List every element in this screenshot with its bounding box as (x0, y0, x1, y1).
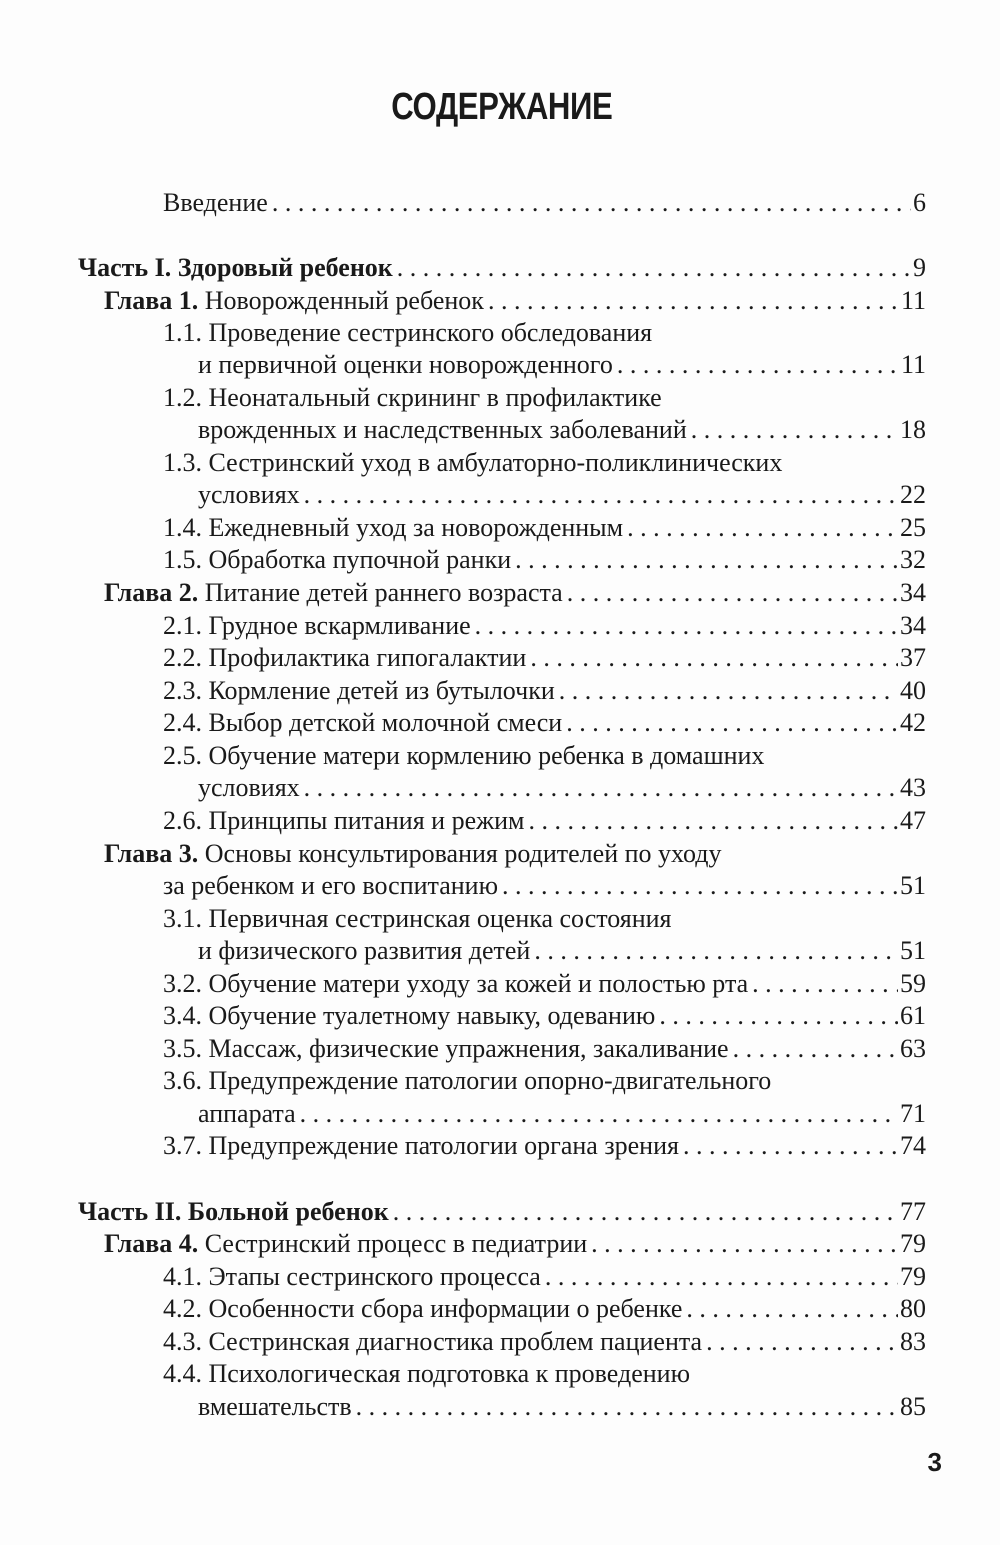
toc-entry-introduction (163, 186, 926, 220)
toc-entry-text: за ребенком и его воспитанию (163, 871, 499, 900)
toc-entry-text: Новорожденный ребенок (198, 286, 484, 315)
toc-page: 22 (900, 480, 926, 509)
toc-page: 40 (900, 676, 926, 705)
toc-entry-4-3 (163, 1325, 926, 1359)
toc-page: 37 (900, 643, 926, 672)
toc-page: 6 (913, 188, 926, 217)
toc-entry-3-1 (198, 934, 926, 968)
toc-entry-text: и первичной оценки новорожденного (198, 350, 613, 379)
toc-chapter-label: Глава 1. (104, 286, 199, 315)
toc-page: 18 (900, 415, 926, 444)
toc-page: 83 (900, 1327, 926, 1356)
toc-entry-3-4 (163, 999, 926, 1033)
toc-entry-2-2 (163, 641, 926, 675)
toc-entry-1-2 (198, 413, 926, 447)
toc-page: 11 (900, 350, 926, 379)
toc-entry-1-4 (163, 511, 926, 545)
toc-entry-text: условиях (198, 480, 300, 509)
toc-chapter-1 (104, 284, 926, 318)
toc-entry-text: и физического развития детей (198, 936, 531, 965)
toc-entry-4-4 (198, 1390, 926, 1424)
toc-entry-text: Введение (163, 188, 268, 217)
toc-entry-text: аппарата (198, 1099, 296, 1128)
toc-chapter-3 (163, 869, 926, 903)
toc-entry-3-6 (198, 1097, 926, 1131)
toc-entry-2-6 (163, 804, 926, 838)
toc-page: 34 (900, 611, 926, 640)
toc-entry-4-2 (163, 1292, 926, 1326)
toc-chapter-label: Глава 4. (104, 1229, 199, 1258)
toc-entry-text: 3.2. Обучение матери уходу за кожей и полостью рта (163, 969, 749, 998)
toc-page: 51 (900, 936, 926, 965)
toc-entry-3-5 (163, 1032, 926, 1066)
toc-entry-2-5-line1: 2.5. Обучение матери кормлению ребенка в домашних (163, 741, 765, 770)
toc-page: 71 (900, 1099, 926, 1128)
toc-page: 25 (900, 513, 926, 542)
toc-entry-text: 2.3. Кормление детей из бутылочки (163, 676, 555, 705)
toc-entry-text: 2.2. Профилактика гипогалактии (163, 643, 527, 672)
toc-entry-text: 4.2. Особенности сбора информации о ребенке (163, 1294, 683, 1323)
toc-entry-text: 2.1. Грудное вскармливание (163, 611, 471, 640)
toc-chapter-label: Глава 3. (104, 839, 199, 868)
toc-entry-text: Основы консультирования родителей по уходу (198, 839, 722, 868)
toc-part-1 (78, 251, 926, 285)
toc-entry-text: 1.5. Обработка пупочной ранки (163, 545, 512, 574)
toc-page: 32 (900, 545, 926, 574)
toc-entry-text: Сестринский процесс в педиатрии (198, 1229, 588, 1258)
toc-chapter-3-line1 (104, 837, 722, 871)
toc-chapter-2 (104, 576, 926, 610)
toc-page: 59 (900, 969, 926, 998)
toc-entry-text: 2.6. Принципы питания и режим (163, 806, 525, 835)
toc-entry-1-3 (198, 478, 926, 512)
toc-entry-text: условиях (198, 773, 300, 802)
toc-entry-3-1-line1: 3.1. Первичная сестринская оценка состояния (163, 904, 672, 933)
toc-entry-text: 2.4. Выбор детской молочной смеси (163, 708, 563, 737)
toc-entry-text: 3.7. Предупреждение патологии органа зрения (163, 1131, 679, 1160)
toc-page: 79 (900, 1262, 926, 1291)
toc-page: 51 (900, 871, 926, 900)
toc-entry-2-4 (163, 706, 926, 740)
toc-entry-4-4-line1: 4.4. Психологическая подготовка к проведению (163, 1359, 691, 1388)
toc-chapter-label: Глава 2. (104, 578, 199, 607)
toc-entry-1-3-line1: 1.3. Сестринский уход в амбулаторно-поликлинических (163, 448, 783, 477)
toc-entry-bold: Часть II. Больной ребенок (78, 1197, 389, 1226)
page-number: 3 (927, 1447, 942, 1477)
toc-page: 47 (900, 806, 926, 835)
toc-entry-text: Питание детей раннего возраста (198, 578, 563, 607)
toc-entry-text: вмешательств (198, 1392, 352, 1421)
toc-page: 80 (900, 1294, 926, 1323)
toc-page: 42 (900, 708, 926, 737)
toc-entry-text: 1.4. Ежедневный уход за новорожденным (163, 513, 624, 542)
toc-entry-bold: Часть I. Здоровый ребенок (78, 253, 393, 282)
toc-page: 77 (900, 1197, 926, 1226)
toc-entry-3-2 (163, 967, 926, 1001)
toc-entry-1-2-line1: 1.2. Неонатальный скрининг в профилактике (163, 383, 662, 412)
toc-entry-1-1 (198, 348, 926, 382)
toc-entry-3-6-line1: 3.6. Предупреждение патологии опорно-двигательного (163, 1066, 772, 1095)
toc-entry-1-5 (163, 543, 926, 577)
toc-page: 63 (900, 1034, 926, 1063)
toc-entry-text: врожденных и наследственных заболеваний (198, 415, 687, 444)
toc-entry-text: 3.4. Обучение туалетному навыку, одеванию (163, 1001, 656, 1030)
toc-page: 85 (900, 1392, 926, 1421)
toc-entry-2-3 (163, 674, 926, 708)
page-title: СОДЕРЖАНИЕ (391, 86, 613, 128)
toc-entry-1-1-line1: 1.1. Проведение сестринского обследования (163, 318, 653, 347)
toc-entry-text: 3.5. Массаж, физические упражнения, закаливание (163, 1034, 729, 1063)
toc-page: 11 (900, 286, 926, 315)
toc-entry-3-7 (163, 1129, 926, 1163)
toc-entry-2-1 (163, 609, 926, 643)
toc-page: 79 (900, 1229, 926, 1258)
toc-page: 61 (900, 1001, 926, 1030)
toc-page: 43 (900, 773, 926, 802)
toc-chapter-4 (104, 1227, 926, 1261)
toc-entry-text: 4.3. Сестринская диагностика проблем пациента (163, 1327, 703, 1356)
toc-entry-2-5 (198, 771, 926, 805)
toc-page: 34 (900, 578, 926, 607)
toc-page: 9 (913, 253, 926, 282)
toc-part-2 (78, 1195, 926, 1229)
toc-page: 74 (900, 1131, 926, 1160)
toc-entry-text: 4.1. Этапы сестринского процесса (163, 1262, 541, 1291)
toc-entry-4-1 (163, 1260, 926, 1294)
